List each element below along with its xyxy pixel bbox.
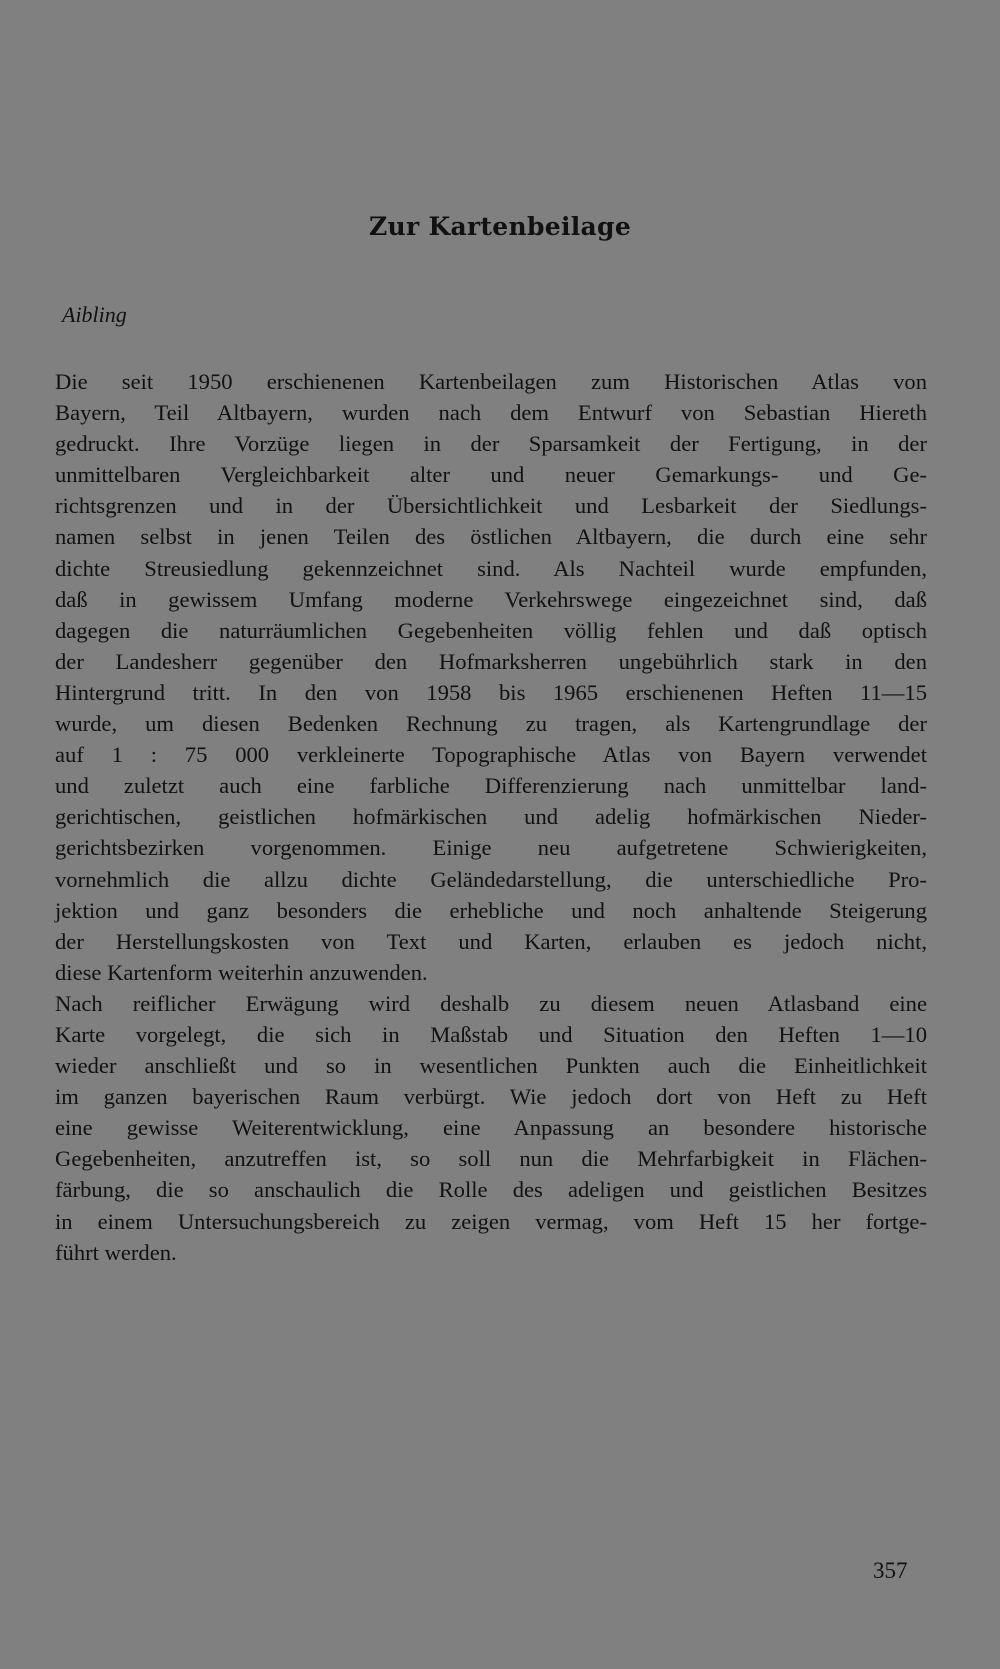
text-line: Hintergrund tritt. In den von 1958 bis 1965 erschienenen Heften 11—15 <box>55 679 927 705</box>
text-line: jektion und ganz besonders die erhebliche und noch anhaltende Steigerung <box>55 897 927 923</box>
text-line: und zuletzt auch eine farbliche Differenzierung nach unmittelbar land- <box>55 773 927 799</box>
page-number: 357 <box>873 1558 908 1583</box>
text-line: diese Kartenform weiterhin anzuwenden. <box>55 959 428 985</box>
page-title: Zur Kartenbeilage <box>368 212 632 241</box>
text-line: Bayern, Teil Altbayern, wurden nach dem Entwurf von Sebastian Hiereth <box>55 400 927 426</box>
text-line: dichte Streusiedlung gekennzeichnet sind. Als Nachteil wurde empfunden, <box>55 555 927 581</box>
text-line: gedruckt. Ihre Vorzüge liegen in der Sparsamkeit der Fertigung, in der <box>55 431 927 457</box>
text-line: Die seit 1950 erschienenen Kartenbeilagen zum Historischen Atlas von <box>55 369 927 394</box>
text-line: führt werden. <box>55 1239 177 1265</box>
text-line: wurde, um diesen Bedenken Rechnung zu tragen, als Kartengrundlage der <box>55 711 927 737</box>
text-line: der Herstellungskosten von Text und Karten, erlauben es jedoch nicht, <box>55 928 927 954</box>
text-line: namen selbst in jenen Teilen des östlichen Altbayern, die durch eine sehr <box>55 524 927 550</box>
text-line: der Landesherr gegenüber den Hofmarksherren ungebührlich stark in den <box>55 648 927 674</box>
text-line: richtsgrenzen und in der Übersichtlichkeit und Lesbarkeit der Siedlungs- <box>55 493 927 519</box>
text-line: unmittelbaren Vergleichbarkeit alter und neuer Gemarkungs- und Ge- <box>55 462 927 488</box>
text-line: Gegebenheiten, anzutreffen ist, so soll nun die Mehrfarbigkeit in Flächen- <box>55 1146 927 1172</box>
body-text <box>55 366 927 1268</box>
text-line: gerichtsbezirken vorgenommen. Einige neu aufgetretene Schwierigkeiten, <box>55 835 927 861</box>
text-line: in einem Untersuchungsbereich zu zeigen vermag, vom Heft 15 her fortge- <box>55 1208 927 1234</box>
text-line: im ganzen bayerischen Raum verbürgt. Wie jedoch dort von Heft zu Heft <box>55 1084 927 1110</box>
text-line: daß in gewissem Umfang moderne Verkehrswege eingezeichnet sind, daß <box>55 586 927 612</box>
text-line: färbung, die so anschaulich die Rolle des adeligen und geistlichen Besitzes <box>55 1177 927 1203</box>
text-line: wieder anschließt und so in wesentlichen Punkten auch die Einheitlichkeit <box>55 1053 927 1079</box>
text-line: eine gewisse Weiterentwicklung, eine Anpassung an besondere historische <box>55 1115 927 1141</box>
text-line: vornehmlich die allzu dichte Geländedarstellung, die unterschiedliche Pro- <box>55 866 927 892</box>
text-line: Karte vorgelegt, die sich in Maßstab und Situation den Heften 1—10 <box>55 1021 927 1047</box>
text-line: auf 1 : 75 000 verkleinerte Topographische Atlas von Bayern verwendet <box>55 742 927 768</box>
text-line: gerichtischen, geistlichen hofmärkischen und adelig hofmärkischen Nieder- <box>55 804 927 830</box>
section-subtitle: Aibling <box>62 302 127 327</box>
text-line: Nach reiflicher Erwägung wird deshalb zu diesem neuen Atlasband eine <box>55 990 927 1016</box>
text-line: dagegen die naturräumlichen Gegebenheiten völlig fehlen und daß optisch <box>55 617 927 643</box>
